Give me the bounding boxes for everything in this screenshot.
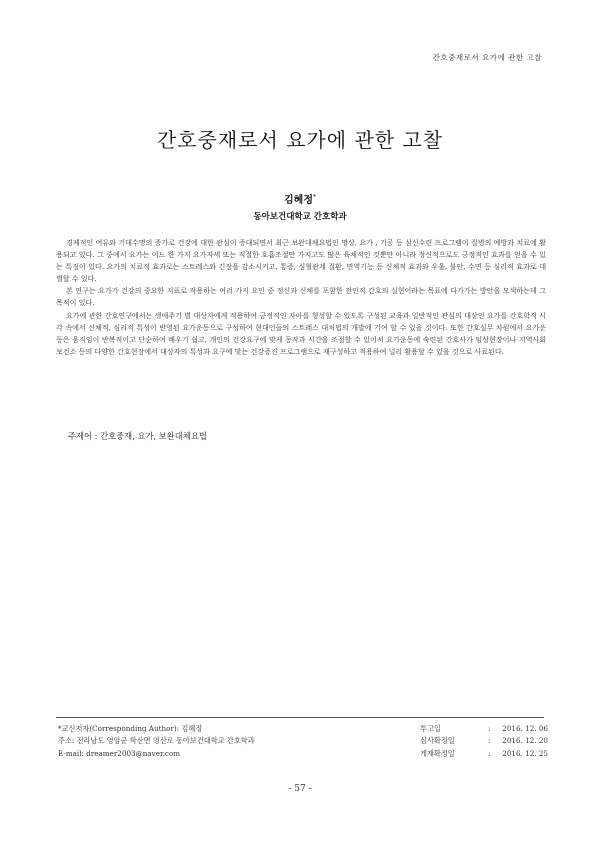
author-address: 주소: 전라남도 영암군 학산면 영산로 동아보건대학교 간호학과 [58,736,255,746]
date-reviewed: 심사확정일 : 2016. 12. 20 [400,735,548,747]
date-value: 2016. 12. 06 [502,724,548,733]
date-accepted: 게재확정일 : 2016. 12. 25 [400,748,548,760]
corresponding-author: *교신저자(Corresponding Author): 김혜정 [58,724,203,733]
abstract-paragraph: 본 연구는 요가가 건강의 중요한 지표로 작용하는 여러 가지 요인 중 정신과 신체를 포함한 전인적 간호의 실현이라는 목표에 다가가는 방안을 모색하는데 그 목적이 있다. [56,286,546,308]
author-marker: * [312,193,316,201]
running-header: 간호중재로서 요가에 관한 고찰 [432,53,542,62]
date-label: 투고일 [420,724,441,733]
date-received: 투고일 : 2016. 12. 06 [400,723,548,735]
date-value: 2016. 12. 20 [502,736,548,746]
abstract [56,237,546,358]
date-label: 게재확정일 [420,748,455,758]
author-email: E-mail: dreamer2003@naver.com [58,748,181,758]
article-title: 간호중재로서 요가에 관한 고찰 [156,128,444,152]
keywords: 주제어 : 간호중재, 요가, 보완대체요법 [68,431,207,441]
footnote-divider [56,717,544,718]
footnote [58,723,255,760]
author-name: 김혜정 [284,195,313,206]
abstract-paragraph: 경제적인 여유와 기대수명의 증가로 건강에 대한 관심이 증대되면서 최근 보완대체요법인 명상, 요가 , 기공 등 심신수련 프로그램이 질병의 예방과 치료에 활용되고 있다. 그 중에서 요가는 어느 한 가지 요가자세 또는 적절한 호흡조절만 가지고도 많은 육체적인 것뿐만 아니라 정신적으로도 긍정적인 효과를 얻을 수 있는 특징이 있다. 요가의 치료적 효과로는 스트레스와 긴장을 감소시키고, 통증, 심혈관계 질환, 면역기능 등 신체적 효과와 우울, 불안, 수면 등 심리적 효과로 대별할 수 있다. [56,238,546,284]
abstract-paragraph: 요가에 관한 간호연구에서는 생애주기 별 대상자에게 적용하여 긍정적인 자아를 형성할 수 있도록 구성된 교육과 일반적인 관심의 대상인 요가를 간호학적 시각 속에서 신체적, 심리적 특성이 반영된 요가운동으로 구성하여 현대인들의 스트레스 대처법의 개발에 기여 할 수 있을 것이다. 또한 간호실무 차원에서 요가운동은 움직임이 반복적이고 단순하여 배우기 쉽고, 개인의 건강요구에 맞게 동작과 시간을 조절할 수 있어서 요가운동에 숙련된 간호사가 임상현장이나 지역사회 보건소 등의 다양한 간호현장에서 대상자의 특성과 요구에 맞는 건강증진 프로그램으로 재구성하고 적용하여 널리 활용할 수 있을 것으로 사료된다. [56,310,546,356]
publication-dates [400,723,548,760]
date-label: 심사확정일 [420,736,455,746]
date-value: 2016. 12. 25 [502,748,548,758]
author-affiliation: 동아보건대학교 간호학과 [253,212,347,222]
author-line [0,191,600,206]
page-number: - 57 - [288,784,312,794]
